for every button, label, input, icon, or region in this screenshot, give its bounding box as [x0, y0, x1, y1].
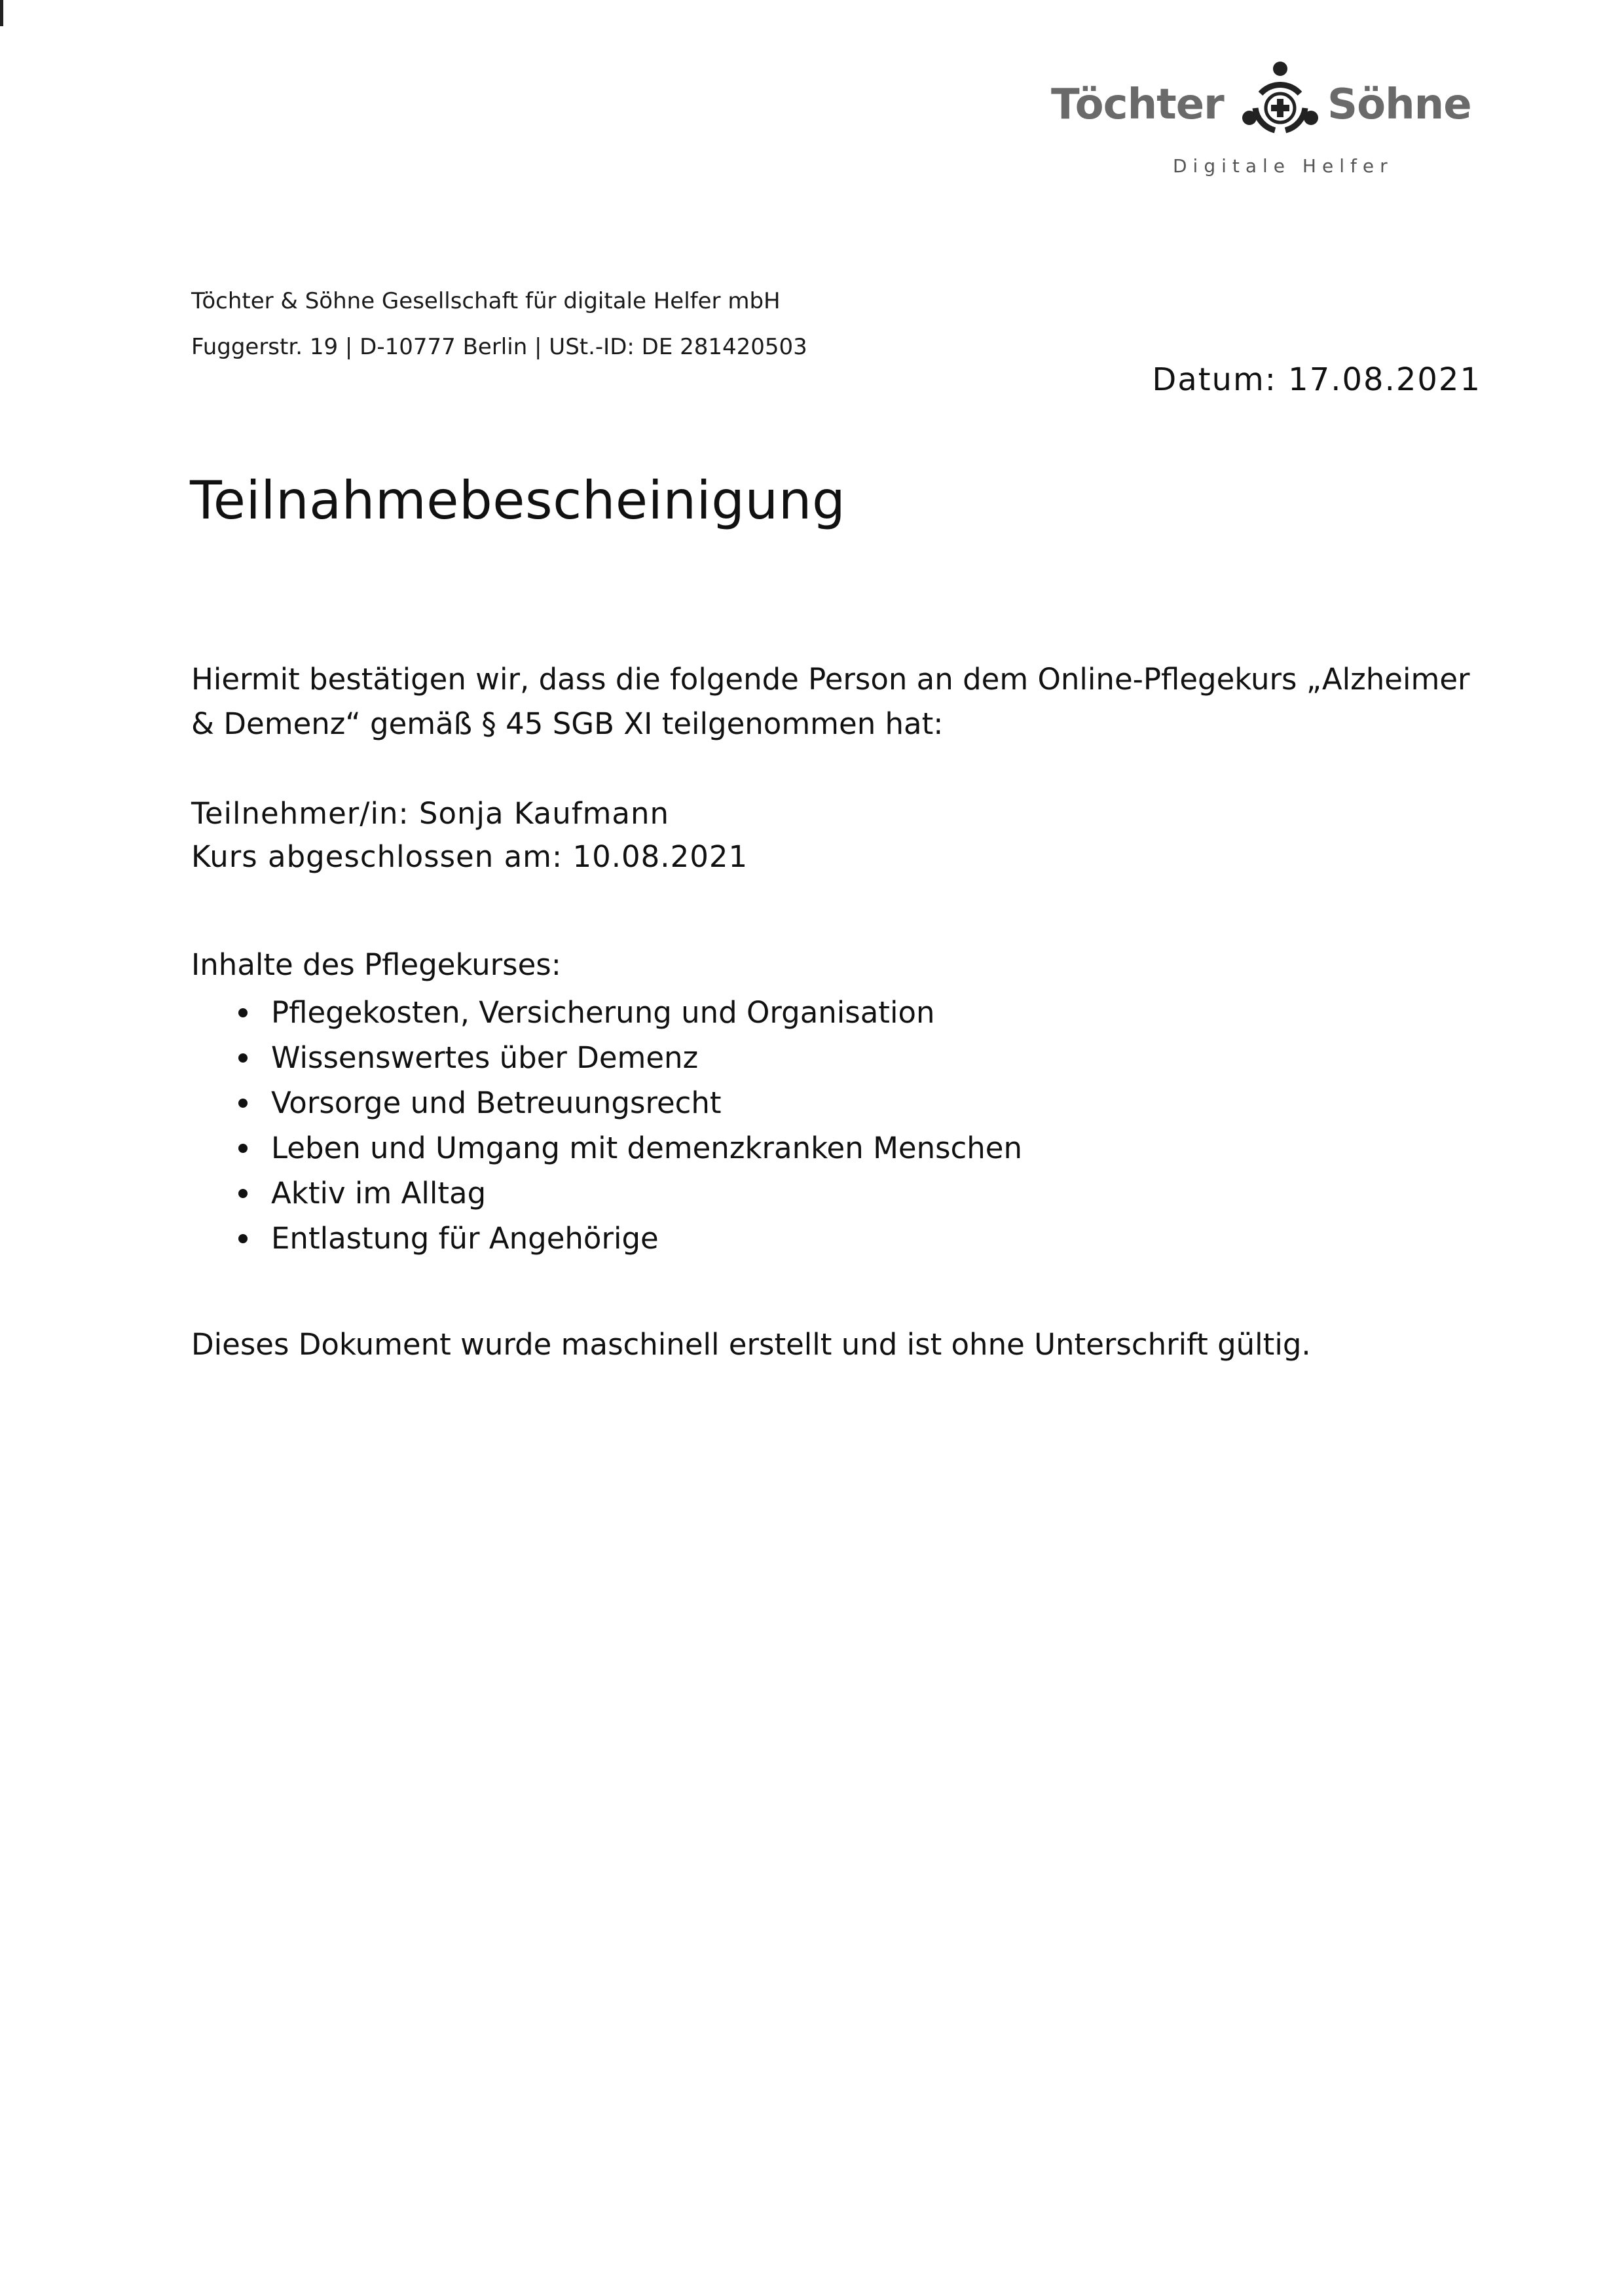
- scan-edge-mark: [0, 0, 3, 26]
- validity-note: Dieses Dokument wurde maschinell erstellt und ist ohne Unterschrift gültig.: [191, 1327, 1311, 1362]
- list-item: Pflegekosten, Versicherung und Organisation: [191, 990, 1022, 1035]
- intro-line-2: & Demenz“ gemäß § 45 SGB XI teilgenommen hat:: [191, 706, 944, 741]
- sender-block: [191, 278, 807, 370]
- list-item: Entlastung für Angehörige: [191, 1216, 1022, 1261]
- document-date: Datum: 17.08.2021: [1152, 361, 1481, 398]
- contents-list: [191, 990, 1022, 1261]
- participant-block: [191, 792, 748, 879]
- logo-emblem-icon: [1234, 56, 1326, 147]
- sender-company: Töchter & Söhne Gesellschaft für digitale Helfer mbH: [191, 288, 781, 314]
- course-completed-date: Kurs abgeschlossen am: 10.08.2021: [191, 839, 748, 874]
- list-item: Vorsorge und Betreuungsrecht: [191, 1080, 1022, 1125]
- contents-heading: Inhalte des Pflegekurses:: [191, 947, 561, 982]
- company-logo: [1044, 56, 1503, 187]
- sender-address: Fuggerstr. 19 | D-10777 Berlin | USt.-ID: DE 281420503: [191, 334, 807, 360]
- page-title: Teilnahmebescheinigung: [190, 470, 846, 531]
- intro-line-1: Hiermit bestätigen wir, dass die folgende Person an dem Online-Pflegekurs „Alzheimer: [191, 662, 1470, 697]
- logo-word-toechter: Töchter: [1051, 81, 1224, 129]
- list-item: Wissenswertes über Demenz: [191, 1035, 1022, 1080]
- intro-paragraph: [191, 657, 1488, 746]
- list-item: Leben und Umgang mit demenzkranken Menschen: [191, 1125, 1022, 1171]
- participant-name: Teilnehmer/in: Sonja Kaufmann: [191, 796, 670, 831]
- logo-subtitle: Digitale Helfer: [1173, 155, 1393, 177]
- logo-word-soehne: Söhne: [1327, 81, 1471, 129]
- list-item: Aktiv im Alltag: [191, 1171, 1022, 1216]
